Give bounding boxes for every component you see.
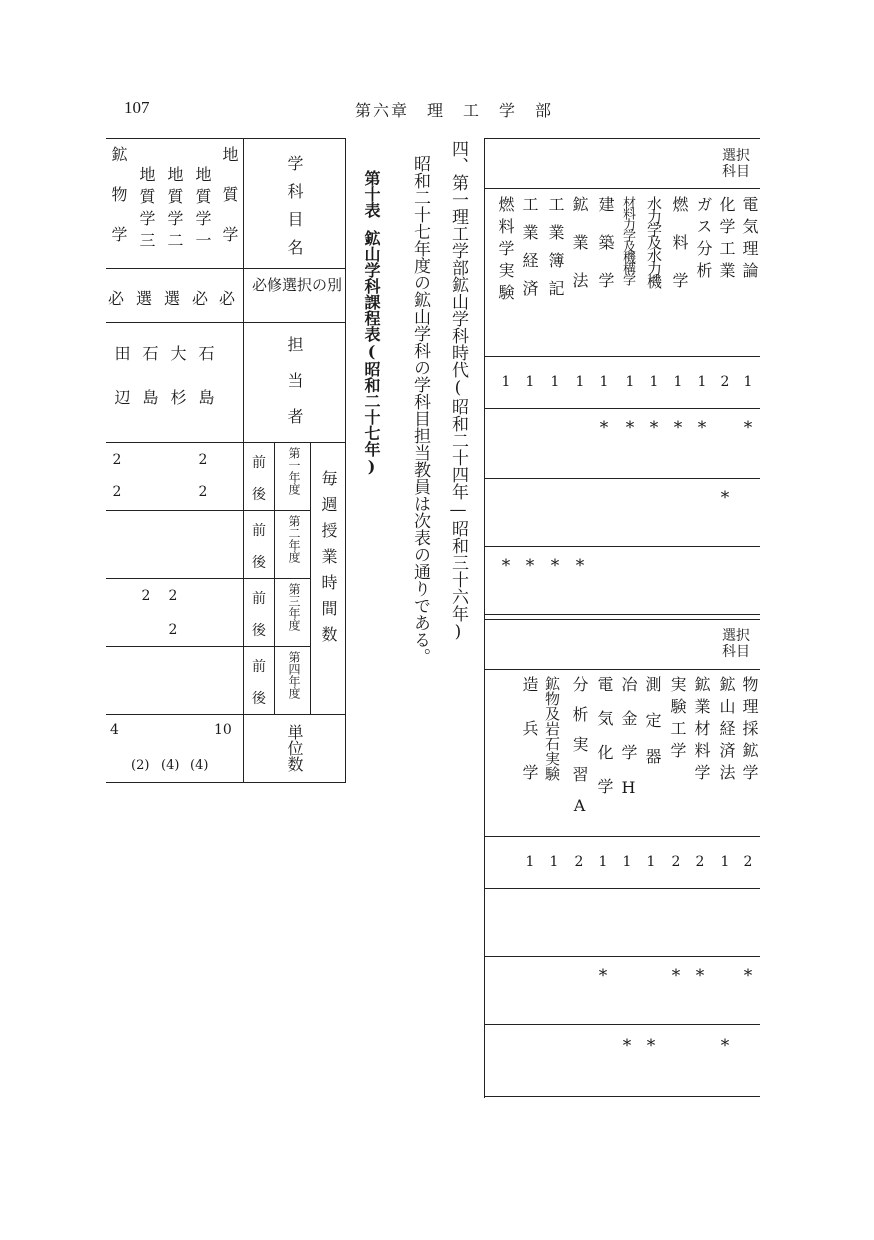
subject-name: 鉱物学 <box>109 146 128 266</box>
table-caption <box>360 170 382 476</box>
hours-value: 2 <box>198 452 208 468</box>
mark-asterisk: * <box>695 966 705 986</box>
hours-value: 2 <box>198 484 208 500</box>
subject-column-3 <box>164 166 184 254</box>
upper-subject: 電気理論 <box>740 196 759 284</box>
unit-value: 1 <box>697 374 707 390</box>
upper-subject: 材料力学及機構学 <box>620 196 635 284</box>
header-units: 単位数 <box>285 724 304 772</box>
subject-column-5 <box>108 146 128 266</box>
unit-value: 1 <box>599 374 609 390</box>
teacher-name: 田辺 <box>112 345 131 433</box>
mark-asterisk: * <box>599 418 609 438</box>
lower-subject: 鉱業材料学 <box>692 676 711 786</box>
term-label: 前 <box>252 659 266 675</box>
units-value: 10 <box>214 722 232 738</box>
hours-value: 2 <box>168 588 178 604</box>
units-paren: (4) <box>190 758 209 773</box>
mark-asterisk: * <box>743 966 753 986</box>
unit-value: 1 <box>673 374 683 390</box>
mark-asterisk: * <box>646 1036 656 1056</box>
mark-asterisk: * <box>525 556 535 576</box>
subject-name: 地質学三 <box>137 166 156 254</box>
upper-block-header: 選択科目 <box>722 148 750 180</box>
mark-asterisk: * <box>697 418 707 438</box>
hours-value: 2 <box>112 452 122 468</box>
unit-value: 2 <box>671 854 681 870</box>
required-mark: 選 <box>164 289 181 308</box>
upper-subject: 建築学 <box>596 196 615 310</box>
unit-value: 2 <box>743 854 753 870</box>
unit-value: 2 <box>574 854 584 870</box>
term-label: 前 <box>252 455 266 471</box>
header-required-text: 必修選択の別 <box>252 276 343 294</box>
teacher-name: 石島 <box>140 345 159 433</box>
teacher-name: 大杉 <box>168 345 187 433</box>
lower-subject: 鉱山経済法 <box>717 676 736 786</box>
upper-subject: 水力学及水力機 <box>645 196 663 287</box>
mark-asterisk: * <box>575 556 585 576</box>
year-label-2: 第二年度 <box>287 515 301 563</box>
unit-value: 1 <box>598 854 608 870</box>
units-paren: (4) <box>161 758 180 773</box>
unit-value: 1 <box>575 374 585 390</box>
header-teacher: 担当者 <box>285 336 304 444</box>
mark-asterisk: * <box>501 556 511 576</box>
hours-value: 2 <box>168 622 178 638</box>
year-label-3: 第三年度 <box>287 583 301 631</box>
unit-value: 1 <box>646 854 656 870</box>
unit-value: 1 <box>525 854 535 870</box>
mark-asterisk: * <box>598 966 608 986</box>
unit-value: 1 <box>525 374 535 390</box>
units-paren: (2) <box>131 758 150 773</box>
hours-value: 2 <box>112 484 122 500</box>
units-value: 4 <box>110 722 119 738</box>
upper-subject: 燃料学実験 <box>496 196 515 306</box>
mark-asterisk: * <box>720 488 730 508</box>
lower-subject: 造兵学 <box>520 676 539 808</box>
term-label: 後 <box>252 691 266 707</box>
lower-subject: 電気化学 <box>595 676 614 812</box>
subject-name: 地質学一 <box>193 166 212 254</box>
mark-asterisk: * <box>625 418 635 438</box>
mark-asterisk: * <box>622 1036 632 1056</box>
unit-value: 1 <box>720 854 730 870</box>
upper-subject: 工業経済 <box>520 196 539 308</box>
mark-asterisk: * <box>550 556 560 576</box>
paragraph-text: 昭和二十七年度の鉱山学科の学科目担当教員は次表の通りである。 <box>410 155 430 665</box>
mark-asterisk: * <box>743 418 753 438</box>
upper-subject: 工業簿記 <box>546 196 565 308</box>
header-subject: 学科目名 <box>285 155 304 267</box>
term-label: 前 <box>252 591 266 607</box>
year-label-4: 第四年度 <box>287 651 301 699</box>
unit-value: 1 <box>625 374 635 390</box>
upper-subject: 鉱業法 <box>570 196 589 310</box>
lower-subject: 物理採鉱学 <box>740 676 759 786</box>
term-label: 後 <box>252 487 266 503</box>
upper-subject: ガス分析 <box>694 196 713 284</box>
chapter-header: 第六章 理 工 学 部 <box>355 101 554 120</box>
page-number: 107 <box>124 98 150 117</box>
subject-column-4 <box>136 166 156 254</box>
unit-value: 1 <box>649 374 659 390</box>
lower-subject: 測定器 <box>643 676 662 784</box>
required-mark: 必 <box>108 289 125 308</box>
required-mark: 必 <box>219 289 236 308</box>
unit-value: 1 <box>743 374 753 390</box>
term-label: 前 <box>252 523 266 539</box>
term-label: 後 <box>252 623 266 639</box>
mark-asterisk: * <box>649 418 659 438</box>
lower-subject: 実験工学 <box>668 676 687 764</box>
upper-subject: 燃料学 <box>670 196 689 310</box>
unit-value: 1 <box>622 854 632 870</box>
required-mark: 必 <box>192 289 209 308</box>
unit-value: 1 <box>550 374 560 390</box>
subject-name: 地質学二 <box>165 166 184 254</box>
teacher-name: 石島 <box>196 345 215 433</box>
mark-asterisk: * <box>671 966 681 986</box>
lower-block-header: 選択科目 <box>722 628 750 660</box>
table-caption-rest: 鉱山学科課程表(昭和二十七年) <box>362 230 381 476</box>
mark-asterisk: * <box>720 1036 730 1056</box>
mark-asterisk: * <box>673 418 683 438</box>
unit-value: 2 <box>720 374 730 390</box>
header-required <box>252 275 342 295</box>
section-heading: 四、第一理工学部鉱山学科時代(昭和二十四年—昭和三十六年) <box>448 140 468 642</box>
unit-value: 2 <box>695 854 705 870</box>
lower-subject: 冶金学H <box>619 676 638 815</box>
hours-value: 2 <box>141 588 151 604</box>
term-label: 後 <box>252 555 266 571</box>
unit-value: 1 <box>501 374 511 390</box>
subject-column-2 <box>192 166 212 254</box>
header-hours: 毎週授業時間数 <box>319 470 338 652</box>
lower-subject: 鉱物及岩石実験 <box>543 676 561 781</box>
year-label-1: 第一年度 <box>287 447 301 495</box>
lower-subject: 分析実習A <box>570 676 589 829</box>
table-caption-bold: 第十表 <box>362 170 381 218</box>
subject-column-1 <box>219 146 239 266</box>
unit-value: 1 <box>549 854 559 870</box>
subject-name: 地質学 <box>220 146 239 266</box>
upper-subject: 化学工業 <box>717 196 736 284</box>
required-mark: 選 <box>136 289 153 308</box>
